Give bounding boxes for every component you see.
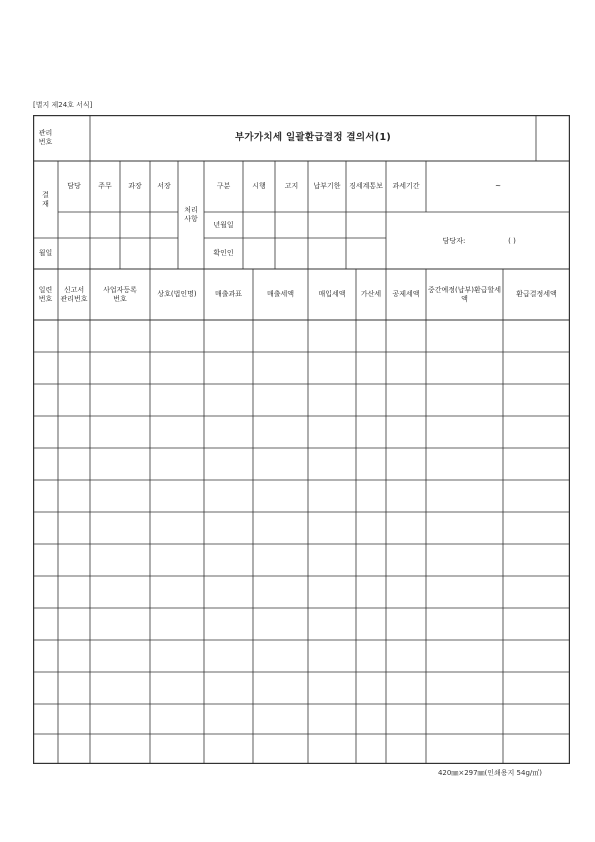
approver-staff: 담당 [67, 182, 81, 191]
approval-label: 결 재 [42, 190, 49, 208]
col-sales-tax: 매출세액 [266, 290, 295, 299]
processing-label: 처리 사항 [184, 206, 198, 223]
col-return-mgmt-number: 신고서 관리번호 [60, 285, 88, 303]
staff-label: 담당자: [442, 236, 466, 245]
col-company-name: 상호(법인명) [157, 290, 197, 299]
processing-collection-notice: 징세계통보 [349, 182, 383, 191]
col-sales-tax-base: 매출과표 [214, 290, 243, 299]
processing-category: 구분 [216, 182, 231, 191]
processing-notice: 고지 [284, 182, 299, 191]
processing-date-label: 년월일 [213, 220, 234, 229]
col-purchase-tax: 매입세액 [318, 290, 346, 299]
staff-name-paren: ( ) [508, 236, 516, 245]
form-grid-lines [33, 115, 570, 764]
form-title: 부가가치세 일괄환급결정 결의서(1) [234, 132, 392, 144]
col-business-reg-number: 사업자등록 번호 [103, 285, 137, 303]
processing-due-date: 납부기한 [313, 182, 341, 191]
col-serial-number: 일련 번호 [38, 285, 53, 303]
col-deduction-tax: 공제세액 [392, 290, 420, 299]
form-number: [별지 제24호 서식] [33, 101, 93, 109]
col-additional-tax: 가산세 [360, 290, 382, 299]
approver-director: 서장 [157, 182, 171, 191]
tax-period-range: ~ [495, 182, 501, 191]
management-number-label: 관리 번호 [38, 129, 53, 146]
approver-senior: 주무 [98, 182, 112, 191]
col-interim-refund-tax: 중간예정(납부)환급할세액 [427, 285, 502, 303]
approver-section-chief: 과장 [128, 182, 142, 191]
col-refund-decision-tax: 환급결정세액 [516, 290, 557, 299]
refund-decision-form [33, 115, 570, 764]
processing-confirm-label: 확인인 [213, 249, 234, 258]
approval-date-label: 월일 [38, 249, 53, 258]
processing-tax-period: 과세기간 [392, 182, 420, 191]
processing-execution: 시행 [252, 182, 266, 191]
paper-size-note: 420㎜×297㎜(인쇄용지 54g/㎡) [437, 769, 542, 777]
